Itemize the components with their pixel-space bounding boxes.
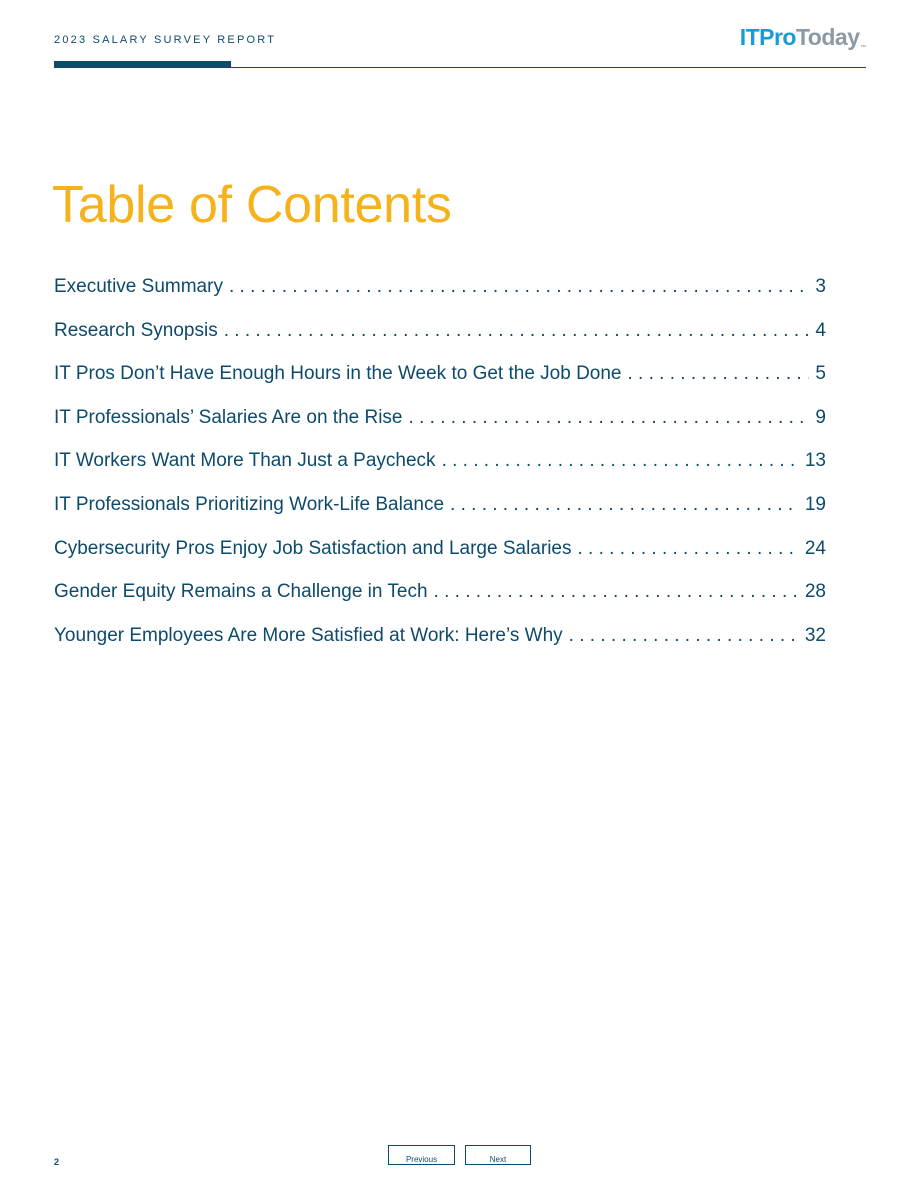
- toc-entry-younger-employees[interactable]: [54, 625, 826, 669]
- toc-page-number: 9: [815, 406, 826, 428]
- page-title: Table of Contents: [52, 176, 452, 234]
- toc-dot-leader: [224, 320, 810, 342]
- toc-page-number: 24: [804, 537, 826, 559]
- toc-entry-title: Gender Equity Remains a Challenge in Tech: [54, 581, 428, 603]
- next-button-label: Next: [489, 1154, 507, 1164]
- toc-dot-leader: [450, 494, 799, 516]
- toc-dot-leader: [569, 625, 799, 647]
- previous-button-label: Previous: [405, 1154, 438, 1164]
- toc-entry-title: IT Pros Don’t Have Enough Hours in the Week to Get the Job Done: [54, 363, 622, 385]
- toc-entry-more-than-paycheck[interactable]: [54, 450, 826, 494]
- toc-entry-executive-summary[interactable]: [54, 276, 826, 320]
- toc-entry-title: IT Professionals Prioritizing Work-Life Balance: [54, 493, 445, 515]
- toc-entry-title: Executive Summary: [54, 276, 223, 297]
- toc-entry-work-life-balance[interactable]: [54, 494, 826, 538]
- toc-entry-cybersecurity-pros[interactable]: [54, 538, 826, 582]
- toc-page-number: 28: [804, 581, 826, 603]
- toc-page-number: 4: [815, 319, 826, 341]
- toc-page-number: 5: [815, 363, 826, 385]
- toc-entry-salaries-rise[interactable]: [54, 407, 826, 451]
- itprotoday-logo: [740, 24, 866, 51]
- toc-dot-leader: [434, 581, 799, 603]
- toc-dot-leader: [229, 276, 809, 298]
- toc-entry-research-synopsis[interactable]: [54, 320, 826, 364]
- toc-page-number: 3: [815, 276, 826, 297]
- table-of-contents: [54, 276, 826, 668]
- header-accent-bar: [54, 61, 231, 68]
- toc-page-number: 13: [804, 450, 826, 472]
- logo-part-today: Today: [795, 24, 860, 50]
- toc-entry-title: Younger Employees Are More Satisfied at Work: Here’s Why: [54, 624, 563, 646]
- toc-entry-hours-in-week[interactable]: [54, 363, 826, 407]
- toc-dot-leader: [442, 450, 799, 472]
- page-number: 2: [54, 1157, 60, 1167]
- toc-entry-title: Research Synopsis: [54, 319, 218, 341]
- toc-dot-leader: [409, 407, 810, 429]
- toc-dot-leader: [628, 363, 810, 385]
- toc-entry-title: IT Professionals’ Salaries Are on the Rise: [54, 406, 403, 428]
- toc-page-number: 19: [804, 493, 826, 515]
- previous-page-button[interactable]: [388, 1145, 455, 1165]
- logo-trademark: ™: [860, 45, 866, 51]
- logo-part-itpro: ITPro: [739, 24, 796, 50]
- report-label: 2023 SALARY SURVEY REPORT: [54, 34, 277, 46]
- next-page-button[interactable]: [465, 1145, 531, 1165]
- toc-entry-gender-equity[interactable]: [54, 581, 826, 625]
- toc-entry-title: IT Workers Want More Than Just a Paycheck: [54, 450, 436, 472]
- toc-page-number: 32: [804, 624, 826, 646]
- toc-entry-title: Cybersecurity Pros Enjoy Job Satisfaction and Large Salaries: [54, 537, 572, 559]
- toc-dot-leader: [577, 538, 798, 560]
